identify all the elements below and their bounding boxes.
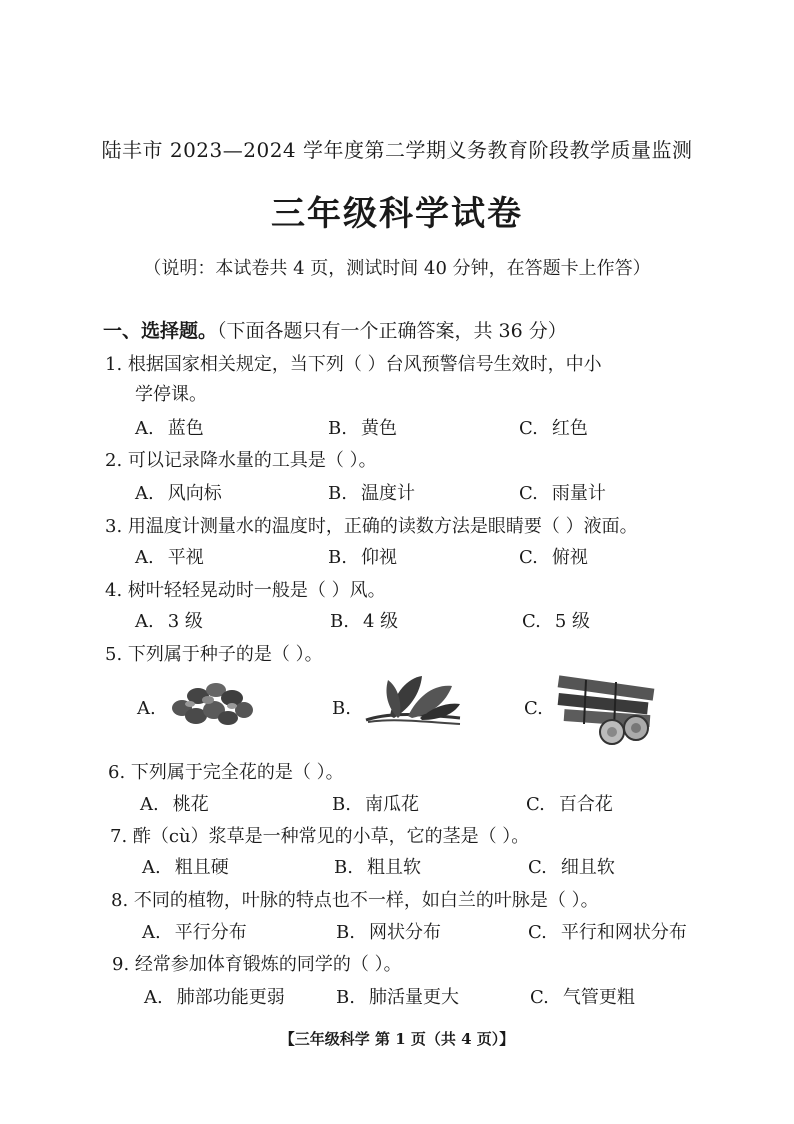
question-8: 8. 不同的植物，叶脉的特点也不一样，如白兰的叶脉是（ ）。 bbox=[111, 890, 599, 911]
question-9: 9. 经常参加体育锻炼的同学的（ ）。 bbox=[112, 954, 402, 975]
question-3: 3. 用温度计测量水的温度时，正确的读数方法是眼睛要（ ）液面。 bbox=[105, 516, 638, 537]
option-2a[interactable]: A. 风向标 bbox=[135, 483, 222, 504]
option-4c[interactable]: C. 5 级 bbox=[522, 611, 591, 632]
option-8c[interactable]: C. 平行和网状分布 bbox=[528, 922, 687, 943]
spinach-image bbox=[360, 672, 464, 736]
option-5a[interactable]: A. bbox=[137, 698, 156, 719]
question-6: 6. 下列属于完全花的是（ ）。 bbox=[108, 762, 344, 783]
section-label: 一、选择题。 bbox=[103, 320, 218, 342]
page-title: 三年级科学试卷 bbox=[271, 194, 523, 234]
question-2: 2. 可以记录降水量的工具是（ ）。 bbox=[105, 450, 377, 471]
option-6b[interactable]: B. 南瓜花 bbox=[332, 794, 419, 815]
option-3b[interactable]: B. 仰视 bbox=[328, 547, 397, 568]
section-instruction: （下面各题只有一个正确答案，共 36 分） bbox=[217, 320, 567, 342]
option-9c[interactable]: C. 气管更粗 bbox=[530, 987, 635, 1008]
option-8b[interactable]: B. 网状分布 bbox=[336, 922, 441, 943]
question-1-line2: 学停课。 bbox=[135, 384, 207, 405]
option-9a[interactable]: A. 肺部功能更弱 bbox=[144, 987, 285, 1008]
option-6a[interactable]: A. 桃花 bbox=[140, 794, 209, 815]
option-3c[interactable]: C. 俯视 bbox=[519, 547, 588, 568]
option-1a[interactable]: A. 蓝色 bbox=[135, 418, 204, 439]
option-9b[interactable]: B. 肺活量更大 bbox=[336, 987, 459, 1008]
exam-subtitle: 陆丰市 2023—2024 学年度第二学期义务教育阶段教学质量监测 bbox=[101, 138, 693, 162]
question-1: 1. 根据国家相关规定，当下列（ ）台风预警信号生效时，中小 bbox=[105, 354, 602, 375]
option-5b[interactable]: B. bbox=[332, 698, 351, 719]
option-2c[interactable]: C. 雨量计 bbox=[519, 483, 606, 504]
option-4a[interactable]: A. 3 级 bbox=[135, 611, 203, 632]
exam-note: （说明：本试卷共 4 页，测试时间 40 分钟，在答题卡上作答） bbox=[143, 258, 651, 279]
option-6c[interactable]: C. 百合花 bbox=[526, 794, 613, 815]
option-4b[interactable]: B. 4 级 bbox=[330, 611, 399, 632]
section-heading bbox=[103, 316, 567, 343]
page-footer: 【三年级科学 第 1 页（共 4 页）】 bbox=[279, 1030, 515, 1048]
option-1b[interactable]: B. 黄色 bbox=[328, 418, 397, 439]
option-3a[interactable]: A. 平视 bbox=[135, 547, 204, 568]
option-7a[interactable]: A. 粗且硬 bbox=[142, 857, 229, 878]
option-2b[interactable]: B. 温度计 bbox=[328, 483, 415, 504]
question-7: 7. 酢（cù）浆草是一种常见的小草，它的茎是（ ）。 bbox=[110, 826, 530, 847]
option-5c[interactable]: C. bbox=[524, 698, 543, 719]
option-8a[interactable]: A. 平行分布 bbox=[142, 922, 247, 943]
seeds-image bbox=[168, 676, 254, 732]
question-5: 5. 下列属于种子的是（ ）。 bbox=[105, 644, 323, 665]
question-4: 4. 树叶轻轻晃动时一般是（ ）风。 bbox=[105, 580, 386, 601]
sugarcane-image bbox=[556, 674, 656, 752]
option-7c[interactable]: C. 细且软 bbox=[528, 857, 615, 878]
option-1c[interactable]: C. 红色 bbox=[519, 418, 588, 439]
option-7b[interactable]: B. 粗且软 bbox=[334, 857, 421, 878]
